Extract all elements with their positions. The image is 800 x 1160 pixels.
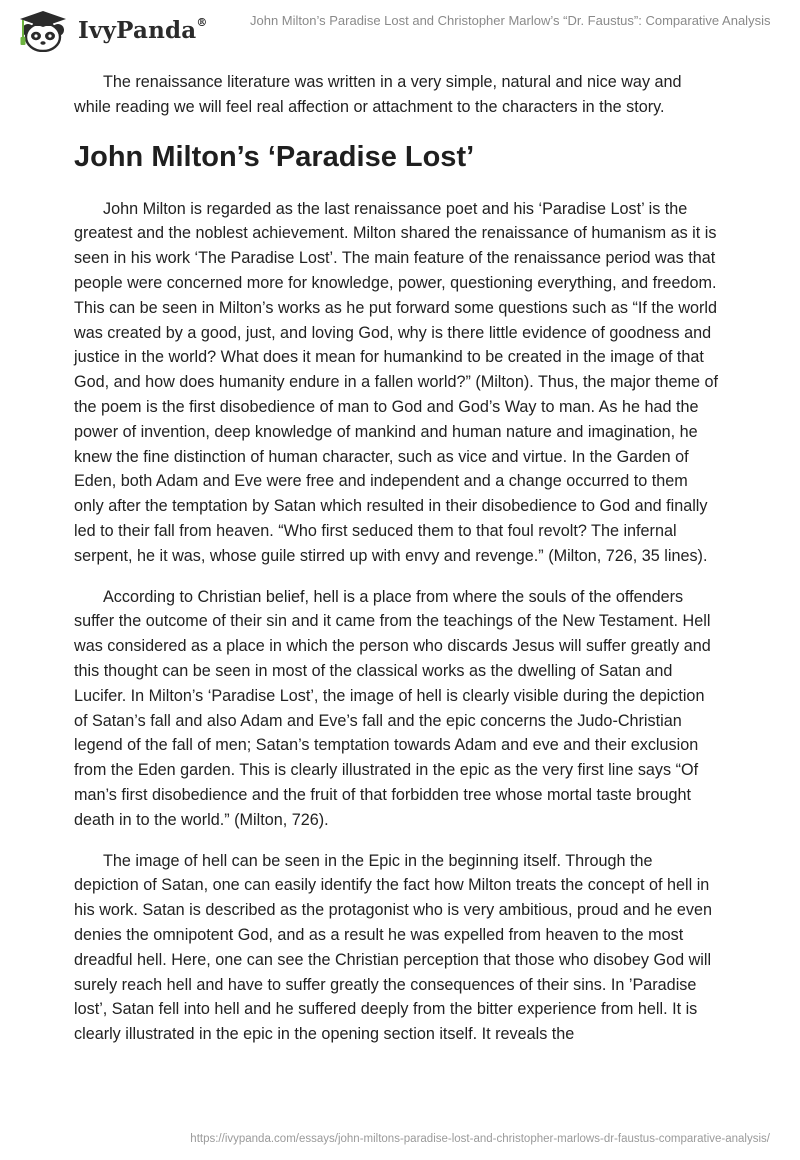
page-header bbox=[0, 0, 800, 56]
body-paragraph-1: John Milton is regarded as the last renaissance poet and his ‘Paradise Lost’ is the greatest and the noblest achievement. Milton shared the renaissance of humanism as it is seen in his work ‘The Paradise Lost’. The main feature of the renaissance period was that people were concerned more for knowledge, power, questioning everything, and freedom. This can be seen in Milton’s works as he put forward some questions such as “If the world was created by a good, just, and loving God, why is there little evidence of goodness and justice in the world? What does it mean for humankind to be created in the image of that God, and how does humanity endure in a fallen world?” (Milton). Thus, the major theme of the poem is the first disobedience of man to God and God’s Way to man. As he had the power of invention, deep knowledge of mankind and human nature and imagination, he knew the fine distinction of human character, such as vice and virtue. In the Garden of Eden, both Adam and Eve were free and independent and a change occurred to them only after the temptation by Satan which resulted in their disobedience to God and finally led to their fall from heaven. “Who first seduced them to that foul revolt? The infernal serpent, he it was, whose guile stirred up with envy and revenge.” (Milton, 726, 35 lines). bbox=[74, 199, 718, 565]
logo-wordmark bbox=[78, 17, 208, 44]
registered-mark: ® bbox=[196, 15, 208, 29]
body-paragraph-3: The image of hell can be seen in the Epic in the beginning itself. Through the depiction of Satan, one can easily identify the fact how Milton treats the concept of hell in his work. Satan is described as the protagonist who is very ambitious, proud and he even denies the omnipotent God, and as a result he was expelled from heaven to the most dreadful hell. Here, one can see the Christian perception that those who disobey God will surely reach hell and have to suffer greatly the consequences of their sins. In ’Paradise lost’, Satan fell into hell and he suffered deeply from the bitter experience from hell. It is clearly illustrated in the epic in the opening section itself. It reveals the bbox=[74, 851, 712, 1044]
body-paragraph-2: According to Christian belief, hell is a place from where the souls of the offenders suffer the outcome of their sin and it came from the teachings of the New Testament. Hell was considered as a place in which the person who discards Jesus will suffer greatly and this thought can be seen in most of the classical works as the dwelling of Satan and Lucifer. In Milton’s ‘Paradise Lost’, the image of hell is clearly visible during the depiction of Satan’s fall and also Adam and Eve’s fall and the epic concerns the Judo-Christian legend of the fall of men; Satan’s temptation towards Adam and eve and their exclusion from the Eden garden. This is clearly illustrated in the epic as the very first line says “Of man’s first disobedience and the fruit of that forbidden tree whose mortal taste brought death in to the world.” (Milton, 726). bbox=[74, 587, 711, 829]
panda-graduation-cap-icon bbox=[14, 8, 72, 52]
source-url-link[interactable]: https://ivypanda.com/essays/john-miltons-paradise-lost-and-christopher-marlows-dr-faustus-comparative-analysis/ bbox=[190, 1133, 770, 1145]
ivypanda-logo-link[interactable] bbox=[14, 8, 208, 52]
intro-paragraph: The renaissance literature was written in a very simple, natural and nice way and while reading we will feel real affection or attachment to the characters in the story. bbox=[74, 73, 682, 116]
document-title: John Milton’s Paradise Lost and Christopher Marlow’s “Dr. Faustus”: Comparative Analysis bbox=[250, 13, 771, 28]
logo-text: IvyPanda bbox=[78, 16, 197, 44]
section-heading: John Milton’s ‘Paradise Lost’ bbox=[74, 140, 475, 173]
essay-body bbox=[74, 70, 720, 1063]
